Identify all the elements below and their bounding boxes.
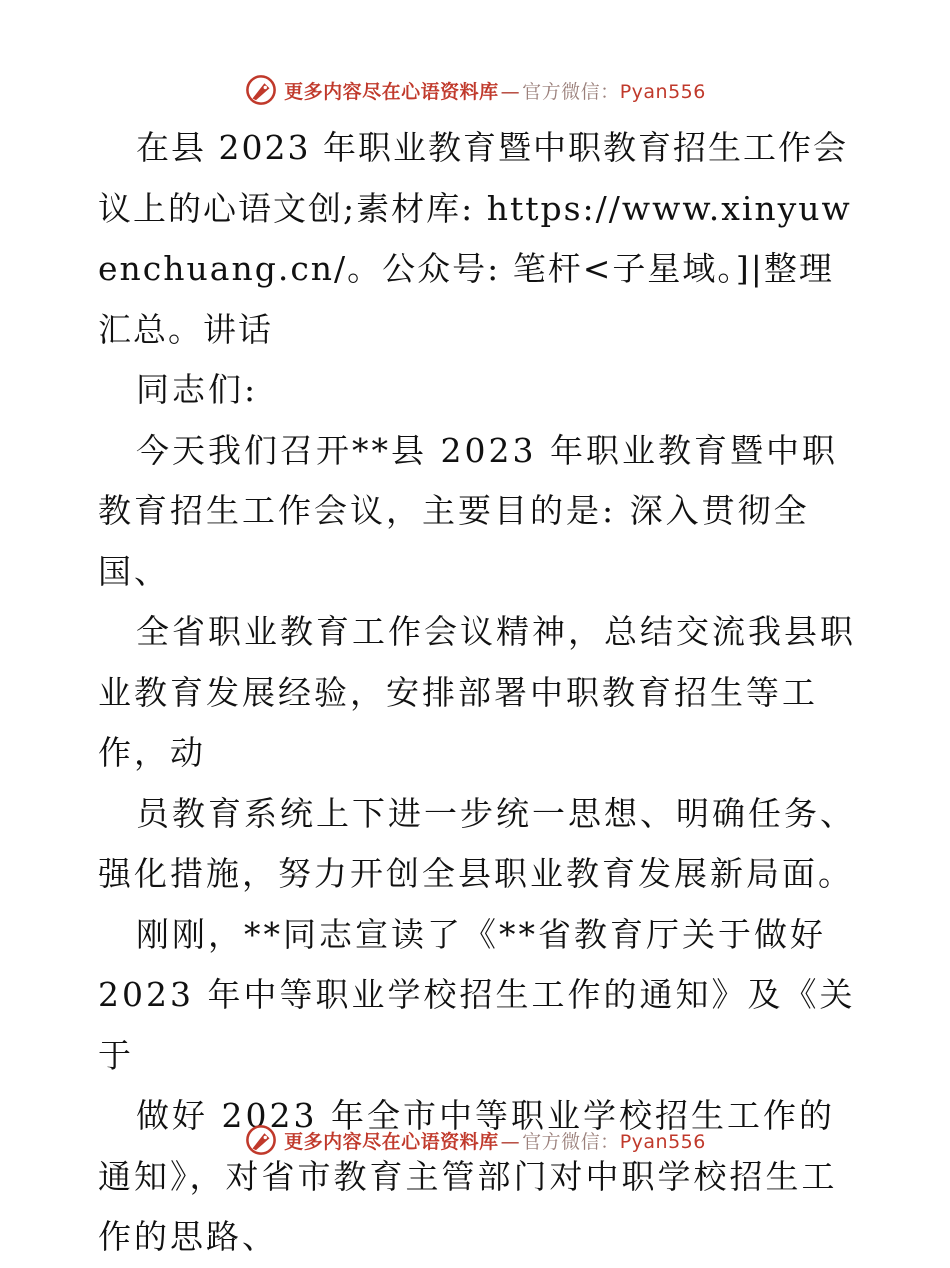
pen-nib-logo-icon (244, 1123, 278, 1157)
header-watermark-banner (0, 70, 950, 110)
watermark-text (284, 77, 706, 104)
body-paragraph: 员教育系统上下进一步统一思想、明确任务、强化措施，努力开创全县职业教育发展新局面。 (98, 793, 856, 893)
watermark-main-text: 更多内容尽在心语资料库 (284, 80, 499, 103)
body-paragraph: 全省职业教育工作会议精神，总结交流我县职业教育发展经验，安排部署中职教育招生等工作，动 (98, 612, 856, 772)
pen-nib-logo-icon (244, 73, 278, 107)
watermark-dash: — (500, 1130, 521, 1153)
document-title-paragraph: 在县 2023 年职业教育暨中职教育招生工作会议上的心语文创;素材库: https://www.xinyuwenchuang.cn/。公众号: 笔杆<子星域。]|整理汇总。讲话 (98, 128, 852, 349)
salutation-paragraph: 同志们: (136, 370, 259, 409)
watermark-wechat-id: Pyan556 (619, 80, 706, 103)
body-paragraph: 刚刚，**同志宣读了《**省教育厅关于做好 2023 年中等职业学校招生工作的通知》及《关于 (98, 914, 856, 1075)
footer-watermark-banner (0, 1120, 950, 1160)
watermark-text (284, 1127, 706, 1154)
body-paragraph: 做好 2023 年全市中等职业学校招生工作的通知》，对省市教育主管部门对中职学校招生工作的思路、 (98, 1096, 838, 1256)
body-paragraph: 今天我们召开**县 2023 年职业教育暨中职教育招生工作会议，主要目的是: 深入贯彻全国、 (98, 430, 838, 591)
watermark-wechat-id: Pyan556 (619, 1130, 706, 1153)
watermark-main-text: 更多内容尽在心语资料库 (284, 1130, 499, 1153)
document-body (98, 118, 858, 1268)
watermark-wechat-label: 官方微信： (522, 80, 620, 103)
watermark-wechat-label: 官方微信： (522, 1130, 620, 1153)
watermark-dash: — (500, 80, 521, 103)
